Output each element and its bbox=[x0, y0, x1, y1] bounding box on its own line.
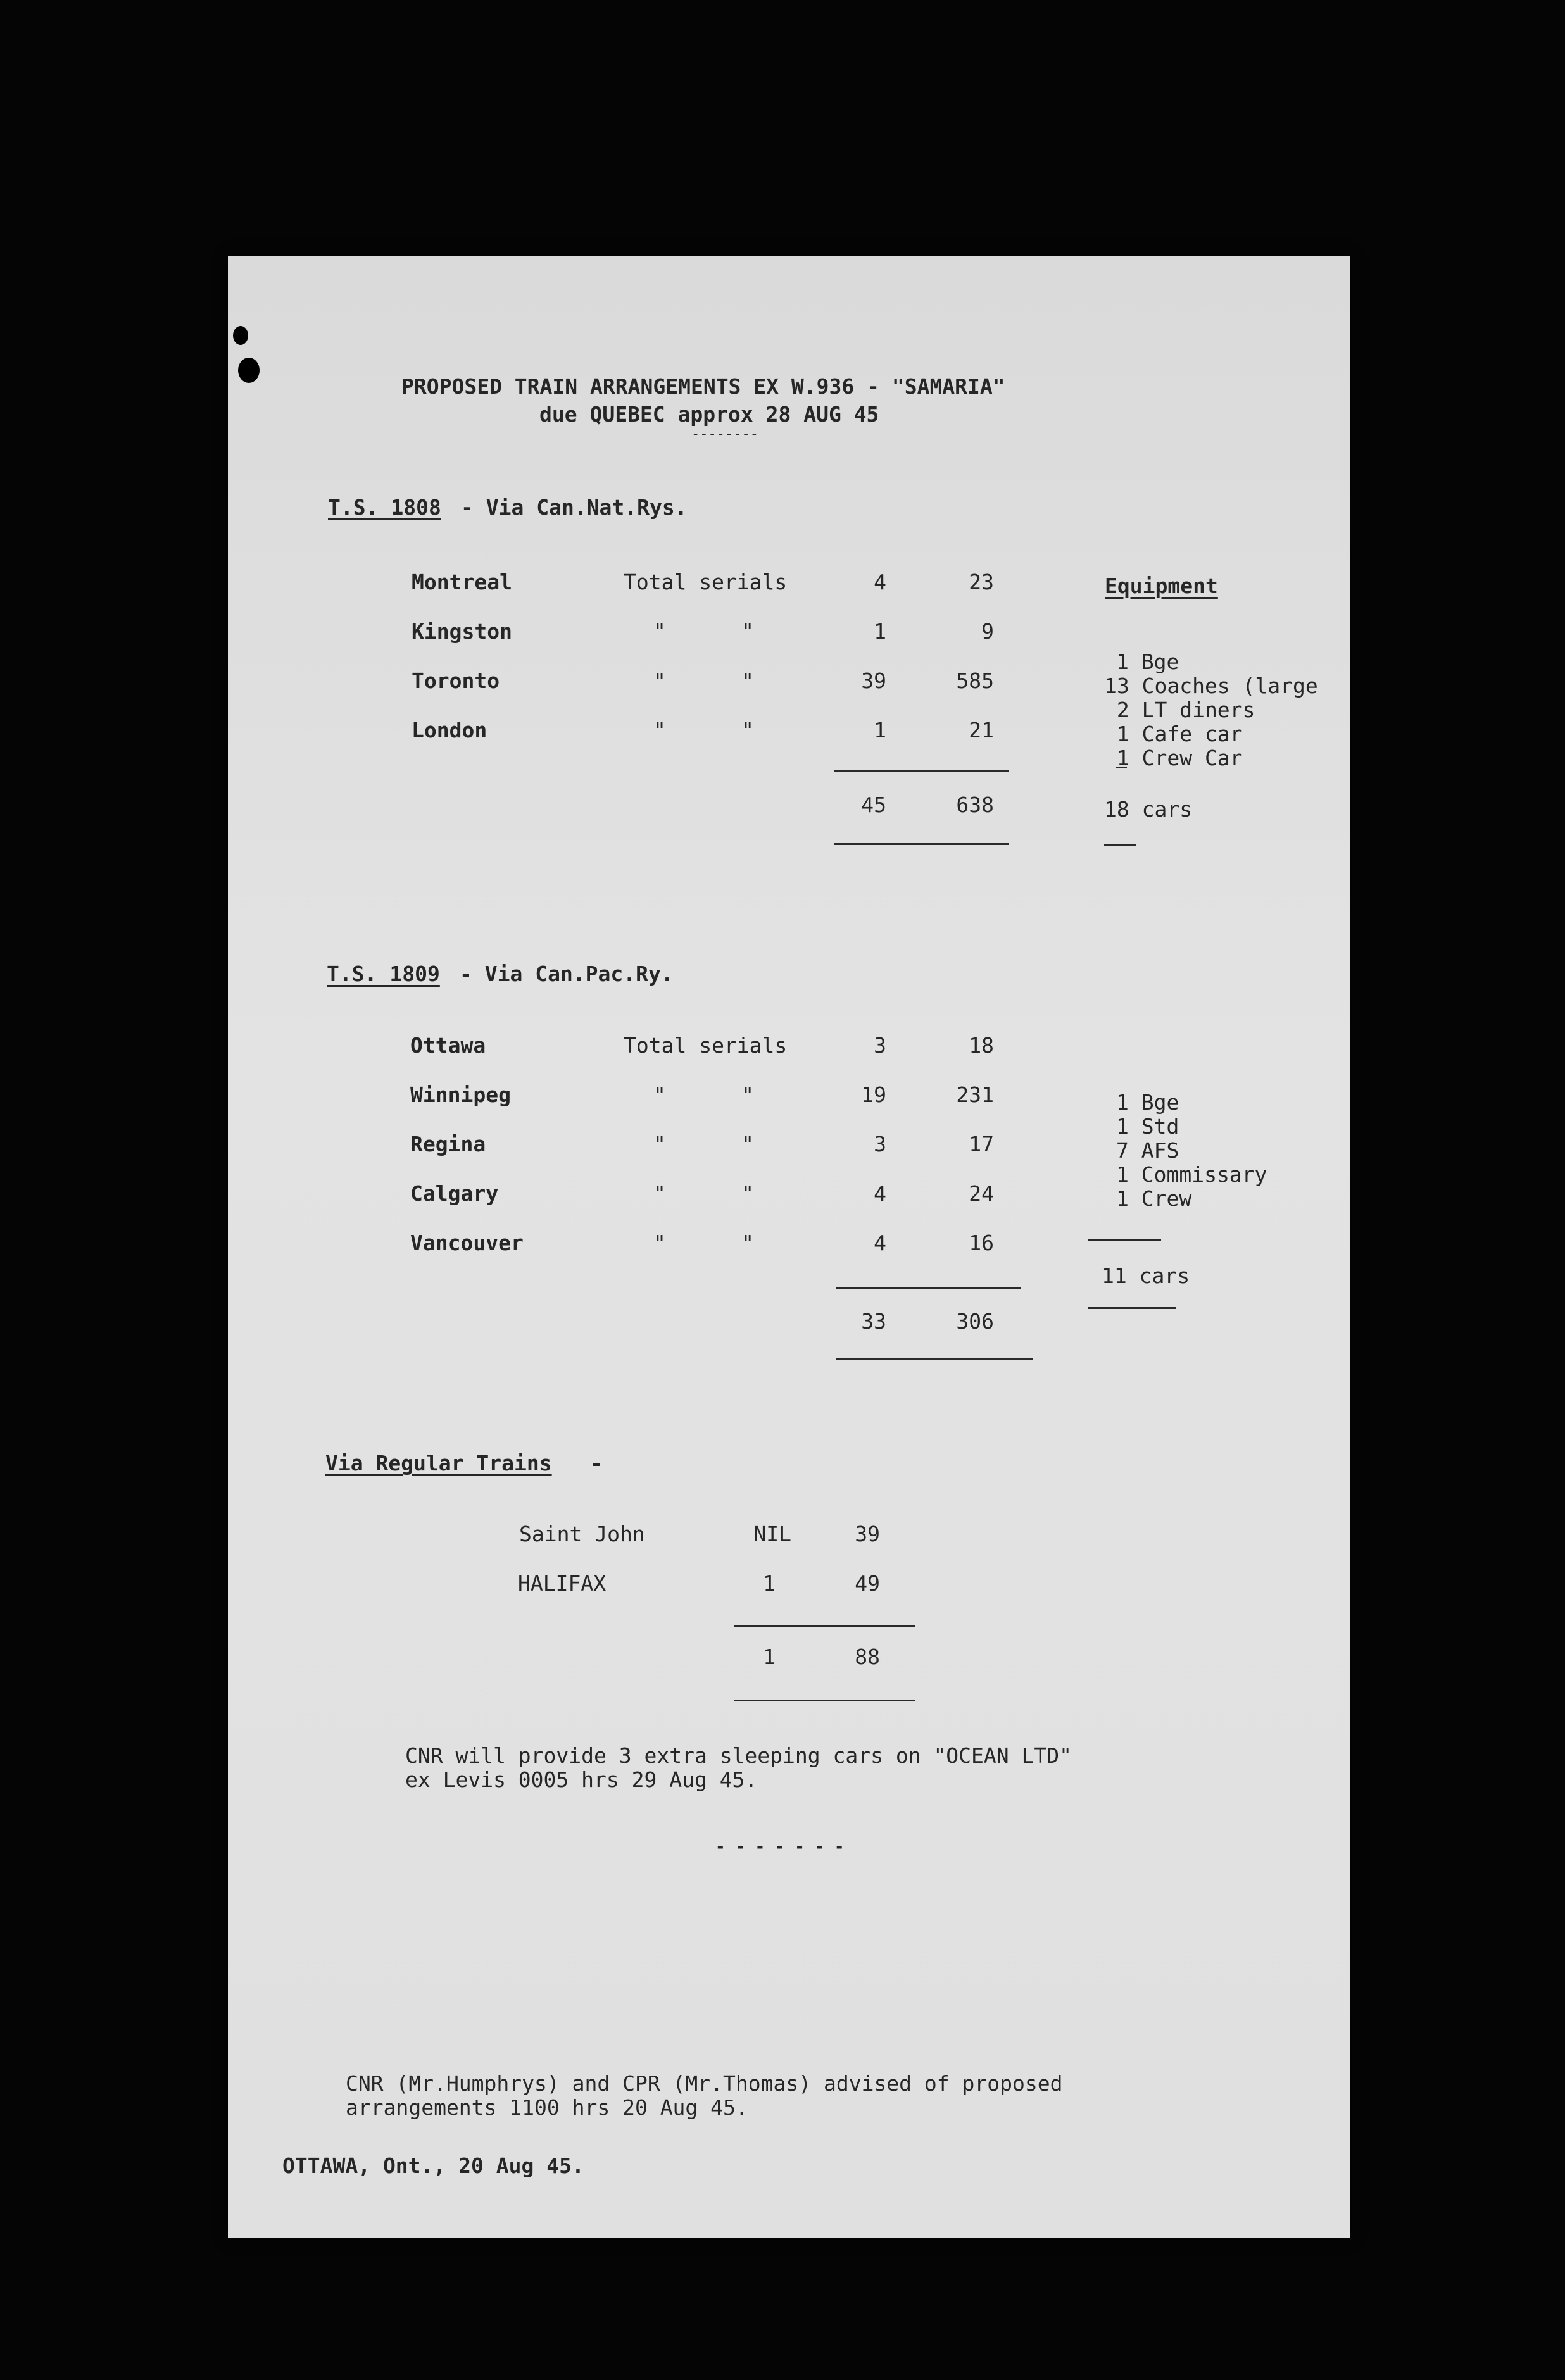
section3-heading-dash: - bbox=[590, 1451, 603, 1475]
s1-total-rule bbox=[834, 843, 1009, 845]
s2-total-rule bbox=[836, 1358, 1033, 1360]
s3-total-serials: 1 bbox=[763, 1644, 776, 1669]
footer-line2: arrangements 1100 hrs 20 Aug 45. bbox=[346, 2095, 748, 2120]
s2-equipment-item: 1 Commissary bbox=[1116, 1162, 1267, 1187]
s1-equipment-item: 1 Bge bbox=[1116, 649, 1179, 674]
section2-heading-rest: - Via Can.Pac.Ry. bbox=[460, 961, 674, 986]
s1-place: Montreal bbox=[412, 570, 512, 594]
s1-serials: 1 bbox=[874, 619, 886, 644]
s2-place: Regina bbox=[410, 1132, 486, 1156]
s1-equipment-rule bbox=[1116, 767, 1127, 768]
s1-label: " " bbox=[653, 668, 754, 693]
document-title-line2: due QUEBEC approx 28 AUG 45 bbox=[539, 402, 879, 427]
note-line2: ex Levis 0005 hrs 29 Aug 45. bbox=[405, 1767, 758, 1792]
s1-label: Total serials bbox=[624, 570, 788, 594]
section1-heading-code: T.S. 1808 bbox=[328, 495, 441, 520]
s1-place: Kingston bbox=[412, 619, 512, 644]
document-page bbox=[228, 256, 1350, 2238]
s3-total-count: 88 bbox=[855, 1644, 880, 1669]
s2-subtotal-rule bbox=[836, 1287, 1021, 1289]
s1-label: " " bbox=[653, 619, 754, 644]
s2-place: Vancouver bbox=[410, 1231, 524, 1255]
footer-place-date: OTTAWA, Ont., 20 Aug 45. bbox=[282, 2153, 584, 2178]
s1-count: 585 bbox=[956, 668, 994, 693]
s2-label: " " bbox=[653, 1082, 754, 1107]
s1-equipment-item: 13 Coaches (large bbox=[1104, 673, 1318, 698]
s1-serials: 1 bbox=[874, 718, 886, 742]
s2-equipment-total: 11 cars bbox=[1102, 1263, 1190, 1288]
s2-count: 17 bbox=[969, 1132, 994, 1156]
section2-heading-code: T.S. 1809 bbox=[327, 961, 440, 986]
s2-equipment-item: 1 Crew bbox=[1116, 1186, 1192, 1211]
s2-label: Total serials bbox=[624, 1033, 788, 1058]
s2-equipment-rule bbox=[1088, 1239, 1161, 1241]
s3-place: Saint John bbox=[519, 1522, 645, 1546]
s1-total-count: 638 bbox=[956, 792, 994, 817]
s2-count: 231 bbox=[956, 1082, 994, 1107]
s2-place: Calgary bbox=[410, 1181, 499, 1206]
note-line1: CNR will provide 3 extra sleeping cars on "OCEAN LTD" bbox=[405, 1743, 1072, 1768]
s3-count: 49 bbox=[855, 1571, 880, 1596]
s1-equipment-total: 18 cars bbox=[1104, 797, 1193, 822]
s3-total-rule bbox=[734, 1700, 915, 1701]
s1-count: 23 bbox=[969, 570, 994, 594]
separator-dashes: - - - - - - - bbox=[715, 1838, 845, 1857]
s1-subtotal-rule bbox=[834, 770, 1009, 772]
document-title-line1: PROPOSED TRAIN ARRANGEMENTS EX W.936 - "SAMARIA" bbox=[401, 374, 1005, 399]
section3-heading: Via Regular Trains bbox=[325, 1451, 552, 1475]
s1-count: 21 bbox=[969, 718, 994, 742]
punch-hole-bottom bbox=[238, 358, 260, 383]
s1-equipment-item: 2 LT diners bbox=[1104, 698, 1255, 722]
s2-count: 18 bbox=[969, 1033, 994, 1058]
s2-serials: 19 bbox=[861, 1082, 886, 1107]
s2-total-serials: 33 bbox=[861, 1309, 886, 1334]
s1-label: " " bbox=[653, 718, 754, 742]
s2-serials: 3 bbox=[874, 1132, 886, 1156]
s2-serials: 4 bbox=[874, 1181, 886, 1206]
s1-serials: 39 bbox=[861, 668, 886, 693]
s2-count: 16 bbox=[969, 1231, 994, 1255]
s2-serials: 3 bbox=[874, 1033, 886, 1058]
s3-place: HALIFAX bbox=[518, 1571, 607, 1596]
s3-subtotal-rule bbox=[734, 1625, 915, 1627]
s1-place: London bbox=[412, 718, 487, 742]
s1-equipment-total-rule bbox=[1104, 844, 1136, 846]
punch-hole-top bbox=[233, 326, 248, 345]
s2-total-count: 306 bbox=[956, 1309, 994, 1334]
s2-place: Ottawa bbox=[410, 1033, 486, 1058]
s2-equipment-item: 7 AFS bbox=[1116, 1138, 1179, 1163]
s2-label: " " bbox=[653, 1132, 754, 1156]
s1-serials: 4 bbox=[874, 570, 886, 594]
s1-equipment-item: 1 Crew Car bbox=[1104, 746, 1243, 770]
s2-count: 24 bbox=[969, 1181, 994, 1206]
s3-serials: NIL bbox=[753, 1522, 791, 1546]
s1-equipment-item: 1 Cafe car bbox=[1104, 722, 1243, 746]
s2-label: " " bbox=[653, 1231, 754, 1255]
footer-line1: CNR (Mr.Humphrys) and CPR (Mr.Thomas) advised of proposed bbox=[346, 2071, 1063, 2096]
s1-total-serials: 45 bbox=[861, 792, 886, 817]
s2-serials: 4 bbox=[874, 1231, 886, 1255]
s1-place: Toronto bbox=[412, 668, 500, 693]
s2-place: Winnipeg bbox=[410, 1082, 511, 1107]
s2-equipment-item: 1 Bge bbox=[1116, 1090, 1179, 1115]
s3-count: 39 bbox=[855, 1522, 880, 1546]
s1-count: 9 bbox=[981, 619, 994, 644]
s1-equipment-heading: Equipment bbox=[1105, 573, 1218, 598]
title-rule: -------- bbox=[691, 426, 758, 442]
s3-serials: 1 bbox=[763, 1571, 776, 1596]
s2-equipment-item: 1 Std bbox=[1116, 1114, 1179, 1139]
s2-equipment-total-rule bbox=[1088, 1307, 1176, 1309]
s2-label: " " bbox=[653, 1181, 754, 1206]
section1-heading-rest: - Via Can.Nat.Rys. bbox=[461, 495, 688, 520]
